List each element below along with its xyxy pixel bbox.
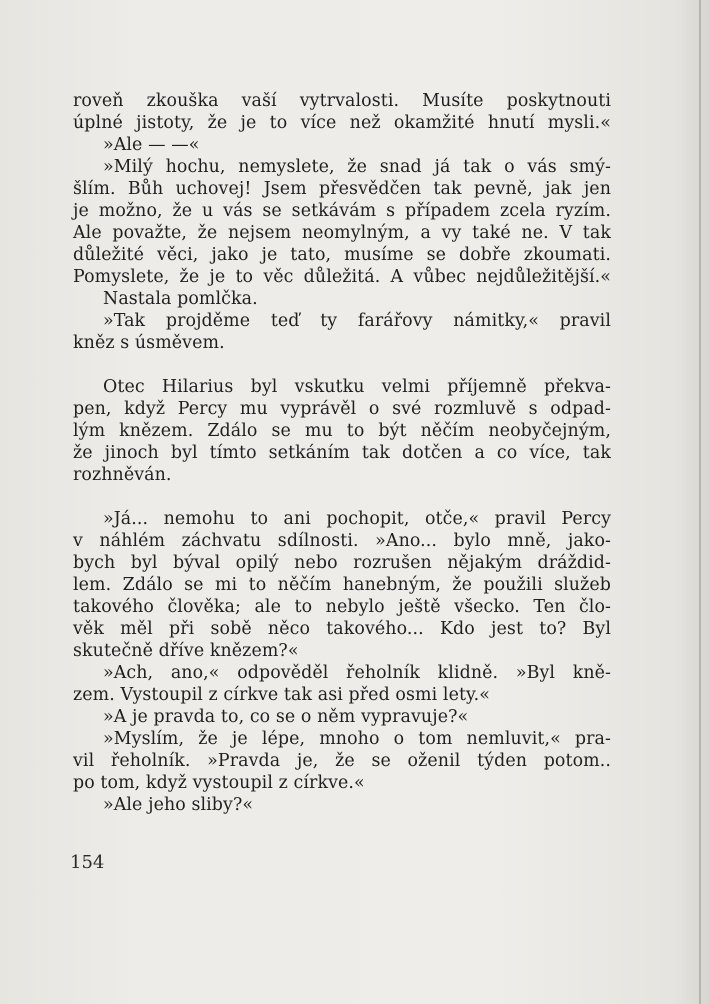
- text-line: skutečně dříve knězem?«: [73, 641, 299, 661]
- text-line: »Ach, ano,« odpověděl řeholník klidně. »Byl kně-: [103, 663, 611, 683]
- text-line: pen, když Percy mu vyprávěl o své rozmluvě s odpad-: [73, 399, 611, 419]
- text-line: je možno, že u vás se setkávám s případem zcela ryzím.: [73, 201, 611, 221]
- text-line: v náhlém záchvatu sdílnosti. »Ano... bylo mně, jako-: [73, 531, 611, 551]
- text-line: »Milý hochu, nemyslete, že snad já tak o vás smý-: [103, 157, 611, 177]
- text-line: lým knězem. Zdálo se mu to být něčím neobyčejným,: [73, 421, 611, 441]
- text-line: po tom, když vystoupil z církve.«: [73, 773, 365, 793]
- text-line: »Já... nemohu to ani pochopit, otče,« pravil Percy: [103, 509, 611, 529]
- page-number: 154: [70, 852, 105, 873]
- text-line: »A je pravda to, co se o něm vypravuje?«: [103, 707, 469, 727]
- text-line: důležité věci, jako je tato, musíme se dobře zkoumati.: [73, 245, 611, 265]
- text-line: Pomyslete, že je to věc důležitá. A vůbec nejdůležitější.«: [73, 267, 611, 287]
- text-line: »Tak projděme teď ty farářovy námitky,« pravil: [103, 311, 611, 331]
- text-line: že jinoch byl tímto setkáním tak dotčen a co více, tak: [73, 443, 611, 463]
- text-line: »Ale — —«: [103, 135, 200, 155]
- text-line: bych byl býval opilý nebo rozrušen nějakým dráždid-: [73, 553, 611, 573]
- text-line: Ale považte, že nejsem neomylným, a vy také ne. V tak: [73, 223, 611, 243]
- text-line: kněz s úsměvem.: [73, 333, 225, 353]
- text-line: »Ale jeho sliby?«: [103, 795, 254, 815]
- text-line: vil řeholník. »Pravda je, že se oženil týden potom..: [73, 751, 611, 771]
- text-line: Otec Hilarius byl vskutku velmi příjemně překva-: [103, 377, 611, 397]
- text-line: takového člověka; ale to nebylo ještě všecko. Ten člo-: [73, 597, 611, 617]
- text-line: úplné jistoty, že je to více než okamžité hnutí mysli.«: [73, 113, 611, 133]
- text-line: lem. Zdálo se mi to něčím hanebným, že použili služeb: [73, 575, 611, 595]
- text-line: Nastala pomlčka.: [103, 289, 258, 309]
- text-line: »Myslím, že je lépe, mnoho o tom nemluvit,« pra-: [103, 729, 611, 749]
- text-line: věk měl při sobě něco takového... Kdo jest to? Byl: [73, 619, 611, 639]
- text-line: zem. Vystoupil z církve tak asi před osmi lety.«: [73, 685, 491, 705]
- text-line: šlím. Bůh uchovej! Jsem přesvědčen tak pevně, jak jen: [73, 179, 611, 199]
- text-line: roveň zkouška vaší vytrvalosti. Musíte poskytnouti: [73, 91, 611, 111]
- page-binding-edge: [699, 0, 701, 1004]
- text-line: rozhněván.: [73, 465, 172, 485]
